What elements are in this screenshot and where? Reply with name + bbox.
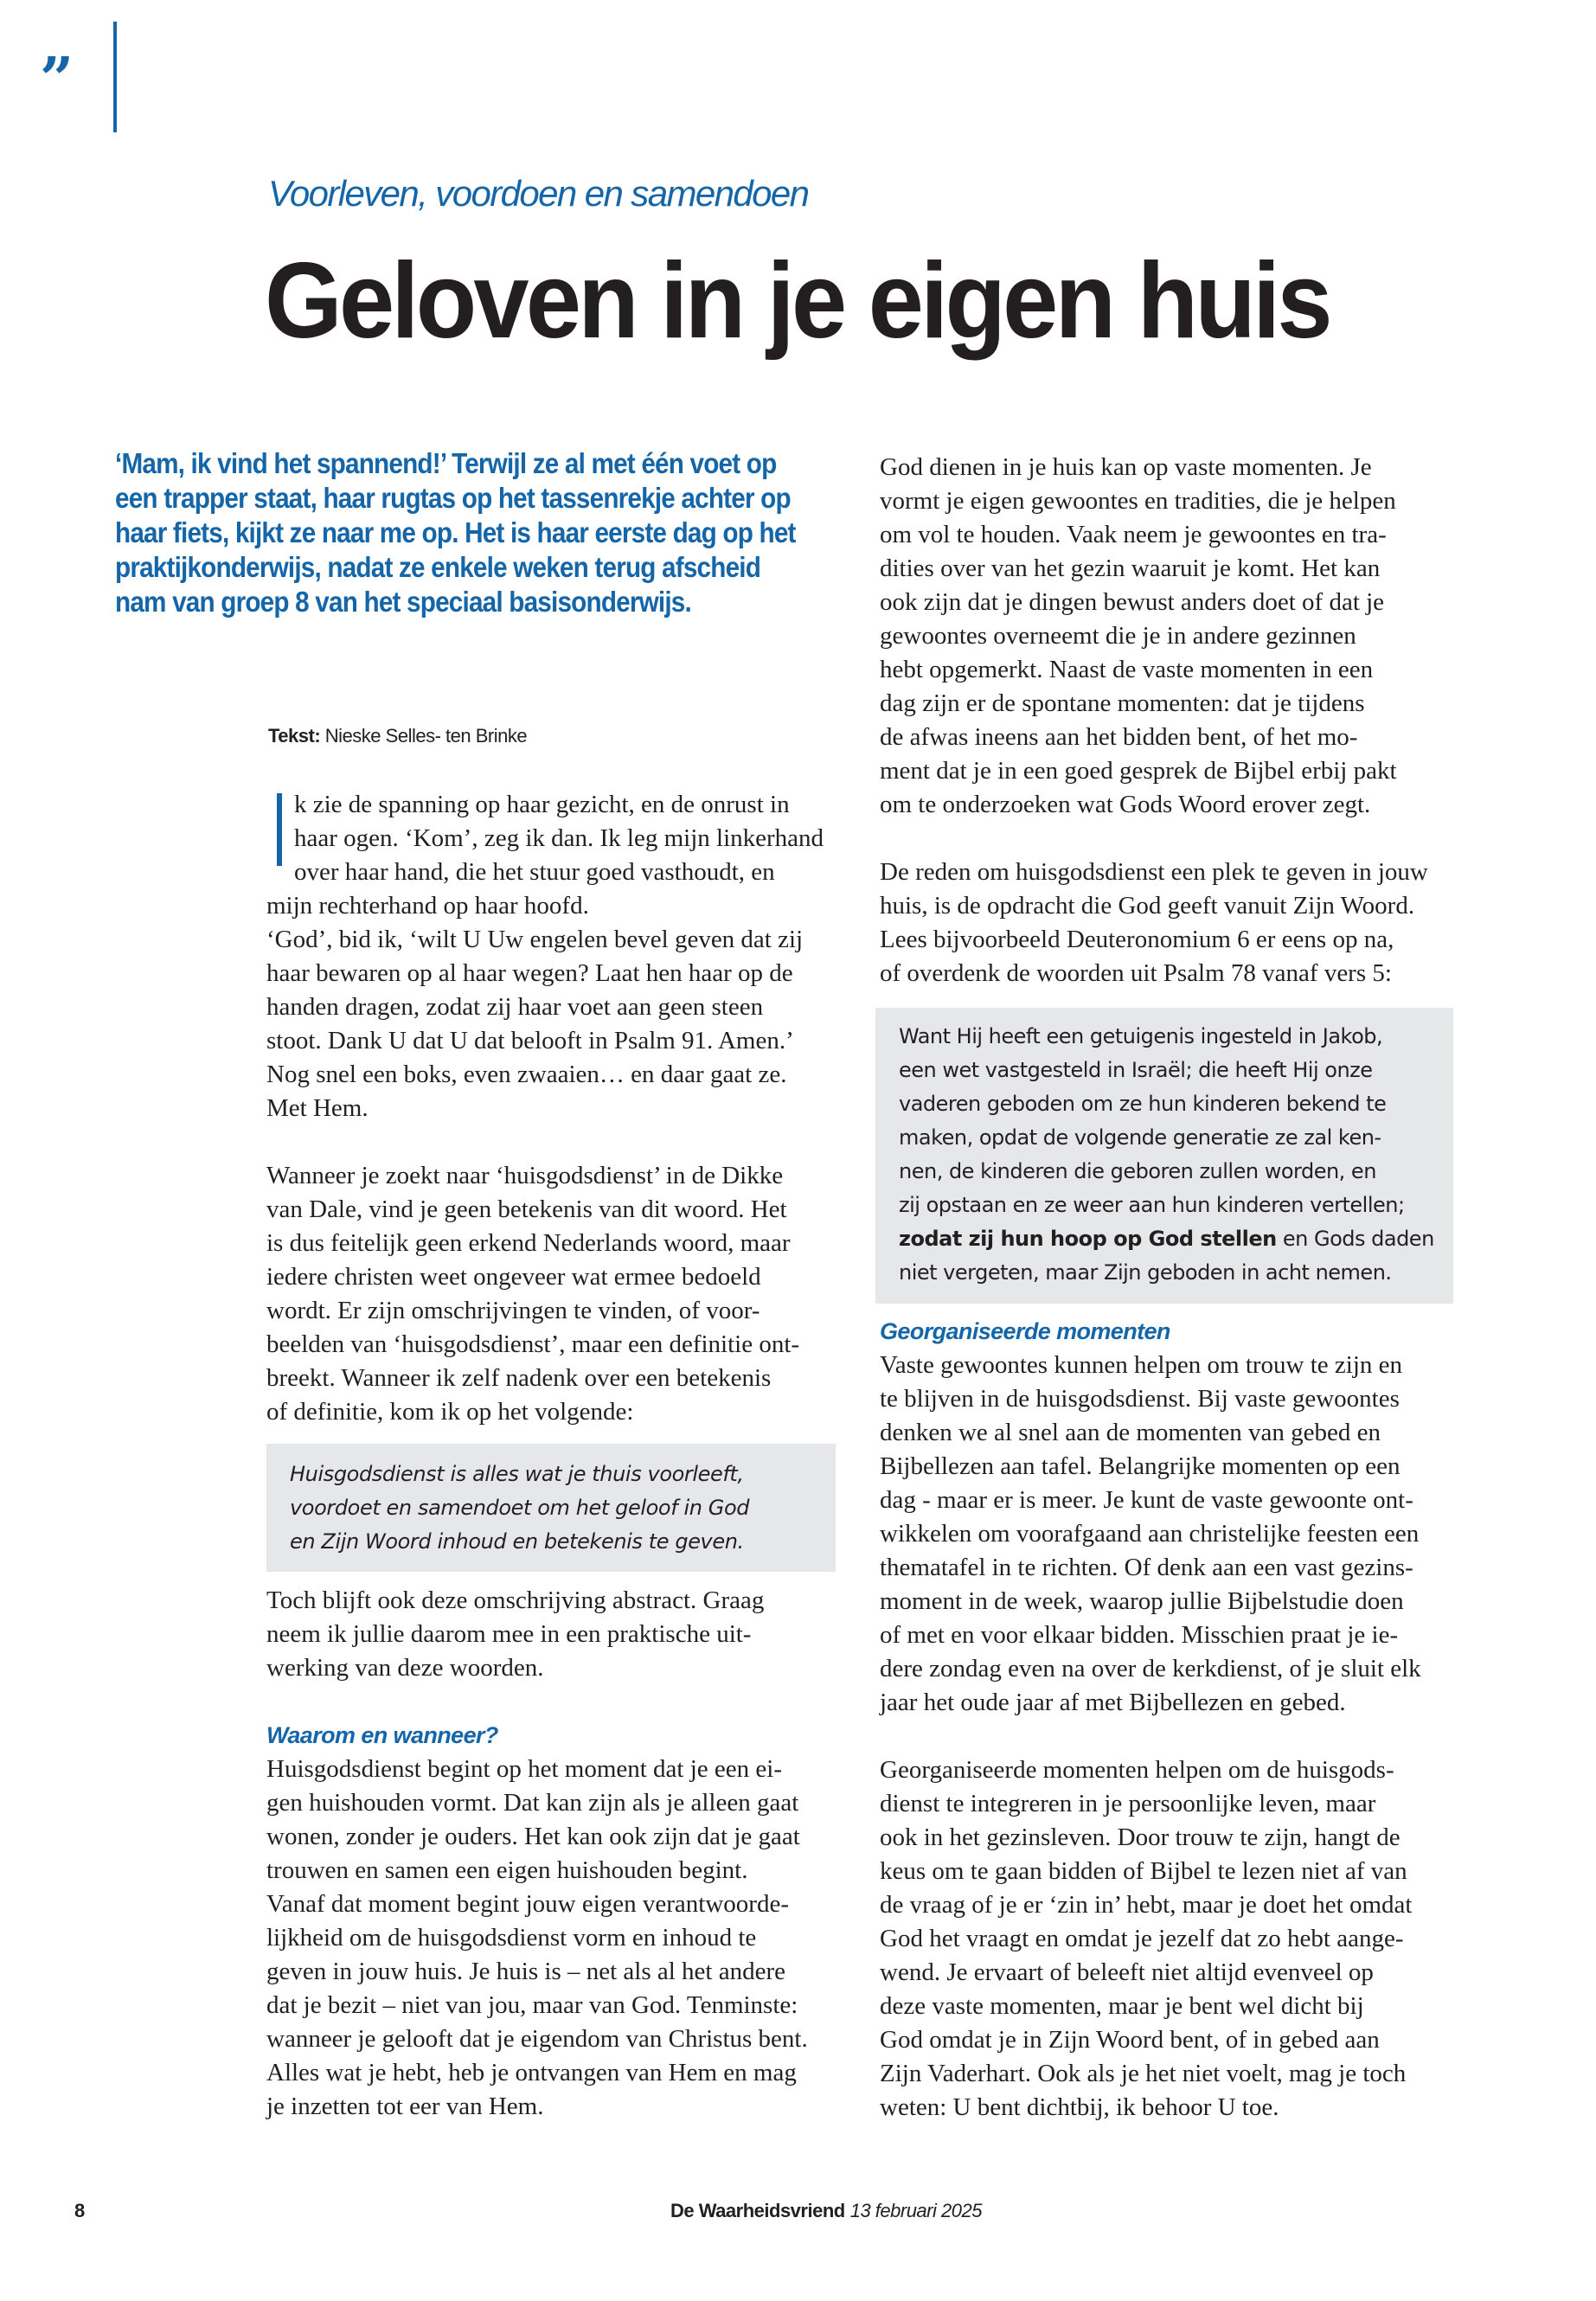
footer-publication bbox=[670, 2200, 982, 2222]
body-line: Alles wat je hebt, heb je ontvangen van Hem en mag bbox=[266, 2059, 797, 2086]
body-line: trouwen en samen een eigen huishouden begint. bbox=[266, 1856, 748, 1884]
body-line: Met Hem. bbox=[266, 1094, 369, 1122]
body-line: of met en voor elkaar bidden. Misschien praat je ie- bbox=[880, 1621, 1399, 1649]
body-line: Zijn Vaderhart. Ook als je het niet voelt, mag je toch bbox=[880, 2060, 1407, 2087]
article-kicker: Voorleven, voordoen en samendoen bbox=[268, 173, 809, 214]
publication-date: 13 februari 2025 bbox=[849, 2200, 982, 2221]
body-line: ook zijn dat je dingen bewust anders doet of dat je bbox=[880, 588, 1385, 616]
body-line: gewoontes overneemt die je in andere gezinnen bbox=[880, 622, 1356, 650]
left-column-continued bbox=[266, 1584, 837, 2124]
body-line: dere zondag even na over de kerkdienst, of je sluit elk bbox=[880, 1655, 1421, 1682]
body-line: ment dat je in een goed gesprek de Bijbel erbij pakt bbox=[880, 757, 1397, 785]
body-line: de afwas ineens aan het bidden bent, of het mo- bbox=[880, 723, 1358, 751]
subheading-waarom: Waarom en wanneer? bbox=[266, 1722, 498, 1748]
scripture-emphasis: zodat zij hun hoop op God stellen bbox=[899, 1227, 1277, 1251]
body-line: dag zijn er de spontane momenten: dat je tijdens bbox=[880, 689, 1365, 717]
body-line: vormt je eigen gewoontes en tradities, die je helpen bbox=[880, 487, 1396, 515]
body-line: gen huishouden vormt. Dat kan zijn als je alleen gaat bbox=[266, 1789, 799, 1817]
left-column-intro bbox=[266, 788, 837, 1429]
definition-line: en Zijn Woord inhoud en betekenis te geven. bbox=[290, 1529, 744, 1554]
body-line: wordt. Er zijn omschrijvingen te vinden, of voor- bbox=[266, 1297, 760, 1324]
body-line: wonen, zonder je ouders. Het kan ook zijn dat je gaat bbox=[266, 1823, 800, 1850]
body-line: beelden van ‘huisgodsdienst’, maar een definitie ont- bbox=[266, 1330, 800, 1358]
body-line: te blijven in de huisgodsdienst. Bij vaste gewoontes bbox=[880, 1385, 1400, 1413]
lead-line: ‘Mam, ik vind het spannend!’ Terwijl ze al met één voet op bbox=[115, 447, 777, 479]
body-line: van Dale, vind je geen betekenis van dit woord. Het bbox=[266, 1195, 787, 1223]
scripture-line: nen, de kinderen die geboren zullen worden, en bbox=[899, 1159, 1376, 1183]
body-line: Nog snel een boks, even zwaaien… en daar gaat ze. bbox=[266, 1061, 787, 1088]
body-line: hebt opgemerkt. Naast de vaste momenten in een bbox=[880, 656, 1374, 683]
body-line: ook in het gezinsleven. Door trouw te zijn, hangt de bbox=[880, 1823, 1401, 1851]
vertical-rule bbox=[113, 22, 117, 132]
lead-line: haar fiets, kijkt ze naar me op. Het is haar eerste dag op het bbox=[115, 516, 796, 548]
body-line: wend. Je ervaart of beleeft niet altijd evenveel op bbox=[880, 1958, 1374, 1986]
scripture-text: en Gods daden bbox=[1276, 1227, 1434, 1251]
body-line: Lees bijvoorbeeld Deuteronomium 6 er eens op na, bbox=[880, 926, 1394, 953]
body-line: haar bewaren op al haar wegen? Laat hen haar op de bbox=[266, 959, 793, 987]
body-line: dag - maar er is meer. Je kunt de vaste gewoonte ont- bbox=[880, 1486, 1413, 1514]
quote-mark-icon: ” bbox=[40, 45, 69, 114]
definition-box bbox=[266, 1444, 836, 1572]
article-title: Geloven in je eigen huis bbox=[265, 241, 1330, 361]
definition-line: voordoet en samendoet om het geloof in God bbox=[290, 1496, 750, 1520]
body-line: werking van deze woorden. bbox=[266, 1654, 544, 1682]
article-lead bbox=[115, 446, 859, 619]
body-line: Huisgodsdienst begint op het moment dat je een ei- bbox=[266, 1755, 782, 1783]
body-line: om te onderzoeken wat Gods Woord erover zegt. bbox=[880, 791, 1371, 818]
scripture-line: Want Hij heeft een getuigenis ingesteld in Jakob, bbox=[899, 1024, 1383, 1048]
body-line: dities over van het gezin waaruit je komt. Het kan bbox=[880, 554, 1381, 582]
right-column-bottom bbox=[880, 1315, 1455, 2125]
body-line: je inzetten tot eer van Hem. bbox=[266, 2093, 544, 2120]
body-line: stoot. Dank U dat U dat belooft in Psalm 91. Amen.’ bbox=[266, 1027, 794, 1054]
body-line: God het vraagt en omdat je jezelf dat zo hebt aange- bbox=[880, 1925, 1404, 1952]
body-line: of overdenk de woorden uit Psalm 78 vanaf vers 5: bbox=[880, 959, 1392, 987]
body-line: Bijbellezen aan tafel. Belangrijke momenten op een bbox=[880, 1452, 1401, 1480]
byline-author: Nieske Selles- ten Brinke bbox=[324, 725, 528, 747]
body-line: weten: U bent dichtbij, ik behoor U toe. bbox=[880, 2093, 1279, 2121]
publication-name: De Waarheidsvriend bbox=[670, 2200, 845, 2221]
scripture-line: zij opstaan en ze weer aan hun kinderen vertellen; bbox=[899, 1193, 1405, 1217]
scripture-box bbox=[875, 1008, 1453, 1304]
scripture-line: vaderen geboden om ze hun kinderen bekend te bbox=[899, 1092, 1387, 1116]
body-line: om vol te houden. Vaak neem je gewoontes en tra- bbox=[880, 521, 1387, 548]
body-line: Toch blijft ook deze omschrijving abstract. Graag bbox=[266, 1586, 765, 1614]
body-line: over haar hand, die het stuur goed vasthoudt, en bbox=[294, 858, 775, 886]
body-line: Vanaf dat moment begint jouw eigen verantwoorde- bbox=[266, 1890, 789, 1918]
body-line: Vaste gewoontes kunnen helpen om trouw te zijn en bbox=[880, 1351, 1403, 1379]
byline-label: Tekst: bbox=[268, 725, 321, 747]
body-line: Wanneer je zoekt naar ‘huisgodsdienst’ in de Dikke bbox=[266, 1162, 784, 1189]
body-line: ‘God’, bid ik, ‘wilt U Uw engelen bevel geven dat zij bbox=[266, 926, 804, 953]
subheading-georganiseerde: Georganiseerde momenten bbox=[880, 1318, 1170, 1344]
body-line: God omdat je in Zijn Woord bent, of in gebed aan bbox=[880, 2026, 1380, 2054]
body-line: breekt. Wanneer ik zelf nadenk over een betekenis bbox=[266, 1364, 772, 1392]
body-line: moment in de week, waarop jullie Bijbelstudie doen bbox=[880, 1587, 1404, 1615]
body-line: deze vaste momenten, maar je bent wel dicht bij bbox=[880, 1992, 1364, 2020]
definition-line: Huisgodsdienst is alles wat je thuis voorleeft, bbox=[290, 1462, 744, 1486]
body-line: lijkheid om de huisgodsdienst vorm en inhoud te bbox=[266, 1924, 757, 1952]
body-line: dienst te integreren in je persoonlijke leven, maar bbox=[880, 1790, 1376, 1817]
body-line: huis, is de opdracht die God geeft vanuit Zijn Woord. bbox=[880, 892, 1415, 920]
body-line: jaar het oude jaar af met Bijbellezen en gebed. bbox=[880, 1689, 1346, 1716]
body-line: is dus feitelijk geen erkend Nederlands woord, maar bbox=[266, 1229, 791, 1257]
body-line: dat je bezit – niet van jou, maar van God. Tenminste: bbox=[266, 1991, 798, 2019]
byline bbox=[268, 725, 527, 747]
body-line: geven in jouw huis. Je huis is – net als al het andere bbox=[266, 1958, 786, 1985]
lead-line: nam van groep 8 van het speciaal basisonderwijs. bbox=[115, 586, 691, 618]
scripture-line bbox=[899, 1222, 1434, 1256]
body-line: God dienen in je huis kan op vaste momenten. Je bbox=[880, 453, 1372, 481]
page-number: 8 bbox=[74, 2200, 86, 2221]
body-line: De reden om huisgodsdienst een plek te geven in jouw bbox=[880, 858, 1428, 886]
body-line: de vraag of je er ‘zin in’ hebt, maar je doet het omdat bbox=[880, 1891, 1413, 1919]
scripture-line: niet vergeten, maar Zijn geboden in acht nemen. bbox=[899, 1260, 1392, 1285]
body-line: denken we al snel aan de momenten van gebed en bbox=[880, 1419, 1381, 1446]
body-line: haar ogen. ‘Kom’, zeg ik dan. Ik leg mijn linkerhand bbox=[294, 824, 824, 852]
body-line: keus om te gaan bidden of Bijbel te lezen niet af van bbox=[880, 1857, 1407, 1885]
body-line: k zie de spanning op haar gezicht, en de onrust in bbox=[294, 791, 790, 818]
lead-line: een trapper staat, haar rugtas op het tassenrekje achter op bbox=[115, 482, 791, 514]
body-line: mijn rechterhand op haar hoofd. bbox=[266, 892, 589, 920]
body-line: iedere christen weet ongeveer wat ermee bedoeld bbox=[266, 1263, 761, 1291]
body-line: wanneer je gelooft dat je eigendom van Christus bent. bbox=[266, 2025, 808, 2053]
lead-line: praktijkonderwijs, nadat ze enkele weken terug afscheid bbox=[115, 551, 761, 583]
body-line: thematafel in te richten. Of denk aan een vast gezins- bbox=[880, 1554, 1413, 1581]
body-line: handen dragen, zodat zij haar voet aan geen steen bbox=[266, 993, 764, 1021]
scripture-line: maken, opdat de volgende generatie ze zal ken- bbox=[899, 1125, 1381, 1150]
body-line: neem ik jullie daarom mee in een praktische uit- bbox=[266, 1620, 752, 1648]
body-line: wikkelen om voorafgaand aan christelijke feesten een bbox=[880, 1520, 1420, 1548]
scripture-line: een wet vastgesteld in Israël; die heeft Hij onze bbox=[899, 1058, 1373, 1082]
body-line: Georganiseerde momenten helpen om de huisgods- bbox=[880, 1756, 1394, 1784]
right-column-top bbox=[880, 451, 1455, 990]
body-line: of definitie, kom ik op het volgende: bbox=[266, 1398, 634, 1426]
